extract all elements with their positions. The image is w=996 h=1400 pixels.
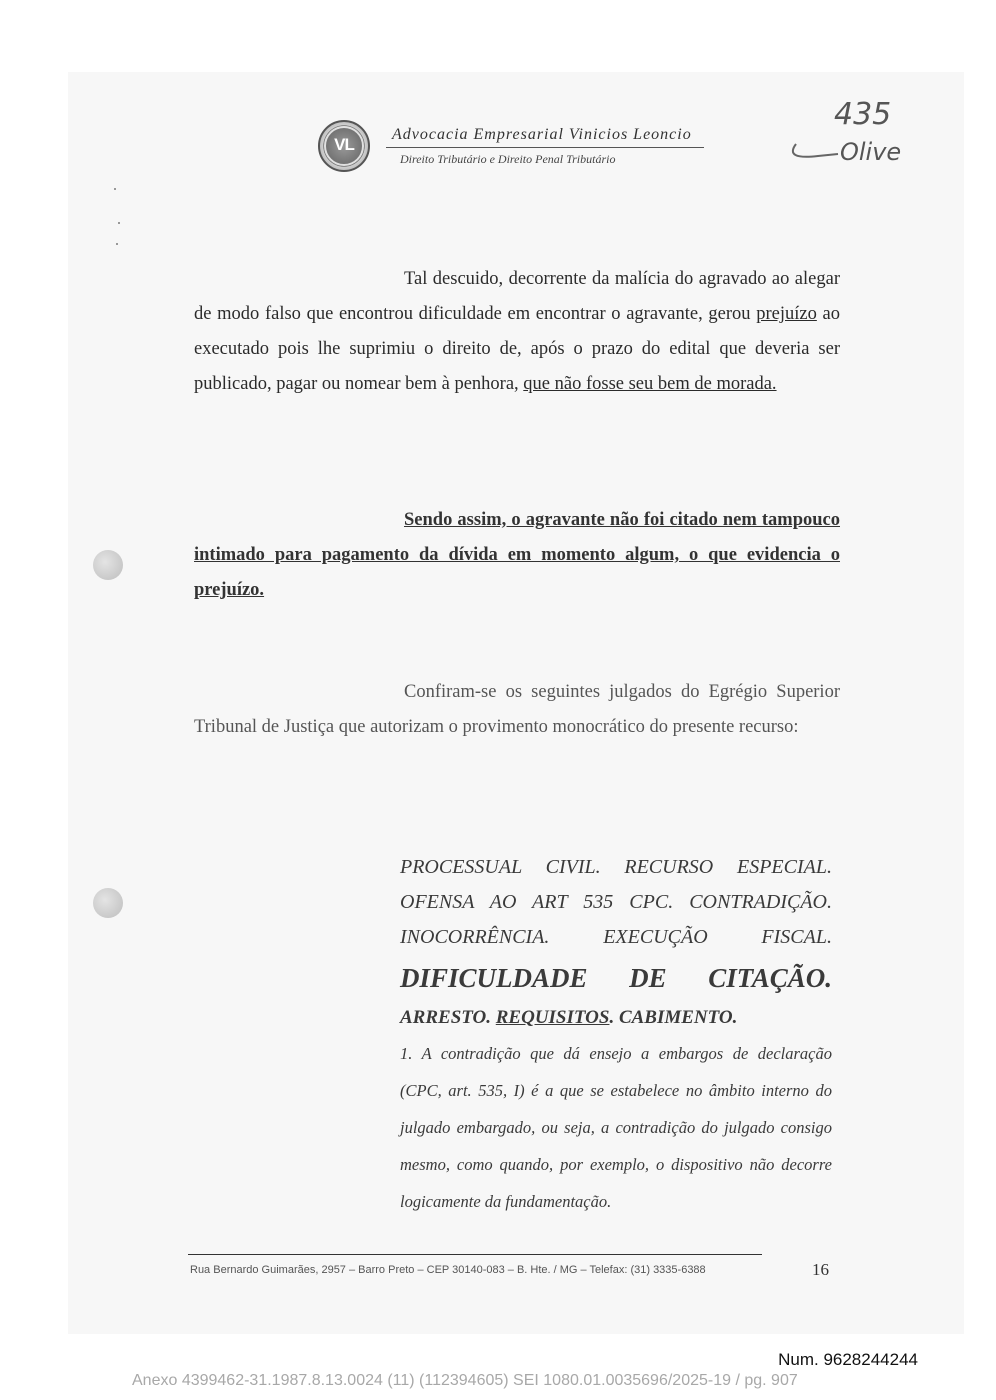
punch-hole-bottom (93, 888, 123, 918)
quote-body-line: logicamente da fundamentação. (400, 1192, 612, 1211)
quote-body-line: mesmo, como quando, por exemplo, o dispositivo não decorre (400, 1155, 832, 1174)
underlined-phrase: que não fosse seu bem de morada. (523, 374, 777, 394)
paragraph-confiram (194, 675, 840, 745)
underlined-term: prejuízo (756, 304, 817, 324)
footer-rule (188, 1254, 762, 1255)
firm-subtitle: Direito Tributário e Direito Penal Tributário (400, 152, 616, 166)
handwritten-page-number: 435 (834, 97, 892, 132)
speck (118, 222, 120, 224)
quote-line: OFENSA AO ART 535 CPC. CONTRADIÇÃO. (400, 891, 832, 913)
footer-address: Rua Bernardo Guimarães, 2957 – Barro Preto – CEP 30140-083 – B. Hte. / MG – Telefax: (31) 3335-6388 (190, 1264, 706, 1276)
paragraph-text: Confiram-se os seguintes julgados do Egrégio Superior Tribunal de Justiça que autorizam o provimento monocrático do presente recurso: (194, 682, 840, 737)
quote-line: PROCESSUAL CIVIL. RECURSO ESPECIAL. (400, 856, 832, 878)
speck (116, 243, 118, 245)
quote-body-line: (CPC, art. 535, I) é a que se estabelece no âmbito interno do (400, 1081, 832, 1100)
punch-hole-top (93, 550, 123, 580)
page-number: 16 (812, 1260, 829, 1279)
handwritten-initials: Olive (840, 138, 902, 166)
paragraph-text: ao executado pois lhe suprimiu o direito de, após o prazo do edital que deveria ser publicado, pagar ou nomear bem à penhora, (194, 304, 840, 394)
firm-name: Advocacia Empresarial Vinicios Leoncio (392, 126, 692, 143)
paragraph-sendo-assim (194, 503, 840, 608)
quote-text: ARRESTO. (400, 1007, 496, 1028)
document-number-stamp: Num. 9628244244 (778, 1350, 918, 1369)
quote-line-arresto (400, 1001, 832, 1035)
annex-reference: Anexo 4399462-31.1987.8.13.0024 (11) (112394605) SEI 1080.01.0035696/2025-19 / pg. 907 (132, 1372, 798, 1389)
paragraph-descuido (194, 262, 840, 402)
quote-line: INOCORRÊNCIA. EXECUÇÃO FISCAL. (400, 926, 832, 948)
paragraph-text: Sendo assim, o agravante não foi citado nem tampouco intimado para pagamento da dívida em momento algum, o que evidencia o prejuízo. (194, 510, 840, 600)
handwritten-annotation (778, 90, 918, 170)
quote-body-line: 1. A contradição que dá ensejo a embargos de declaração (400, 1044, 832, 1063)
quote-text: . CABIMENTO. (609, 1007, 738, 1028)
paragraph-text: Tal descuido, decorrente da malícia do agravado ao alegar de modo falso que encontrou dificuldade em encontrar o agravante, gerou (194, 269, 840, 324)
quote-heading: DIFICULDADE DE CITAÇÃO. (400, 963, 832, 993)
jurisprudence-quote (400, 850, 832, 1220)
header-rule (386, 147, 704, 148)
firm-logo (318, 120, 370, 172)
speck (114, 188, 116, 190)
quote-body-line: julgado embargado, ou seja, a contradição do julgado consigo (400, 1118, 832, 1137)
handwritten-stroke (793, 144, 838, 157)
quote-underlined: REQUISITOS (495, 1007, 610, 1028)
logo-monogram: VL (334, 135, 354, 154)
